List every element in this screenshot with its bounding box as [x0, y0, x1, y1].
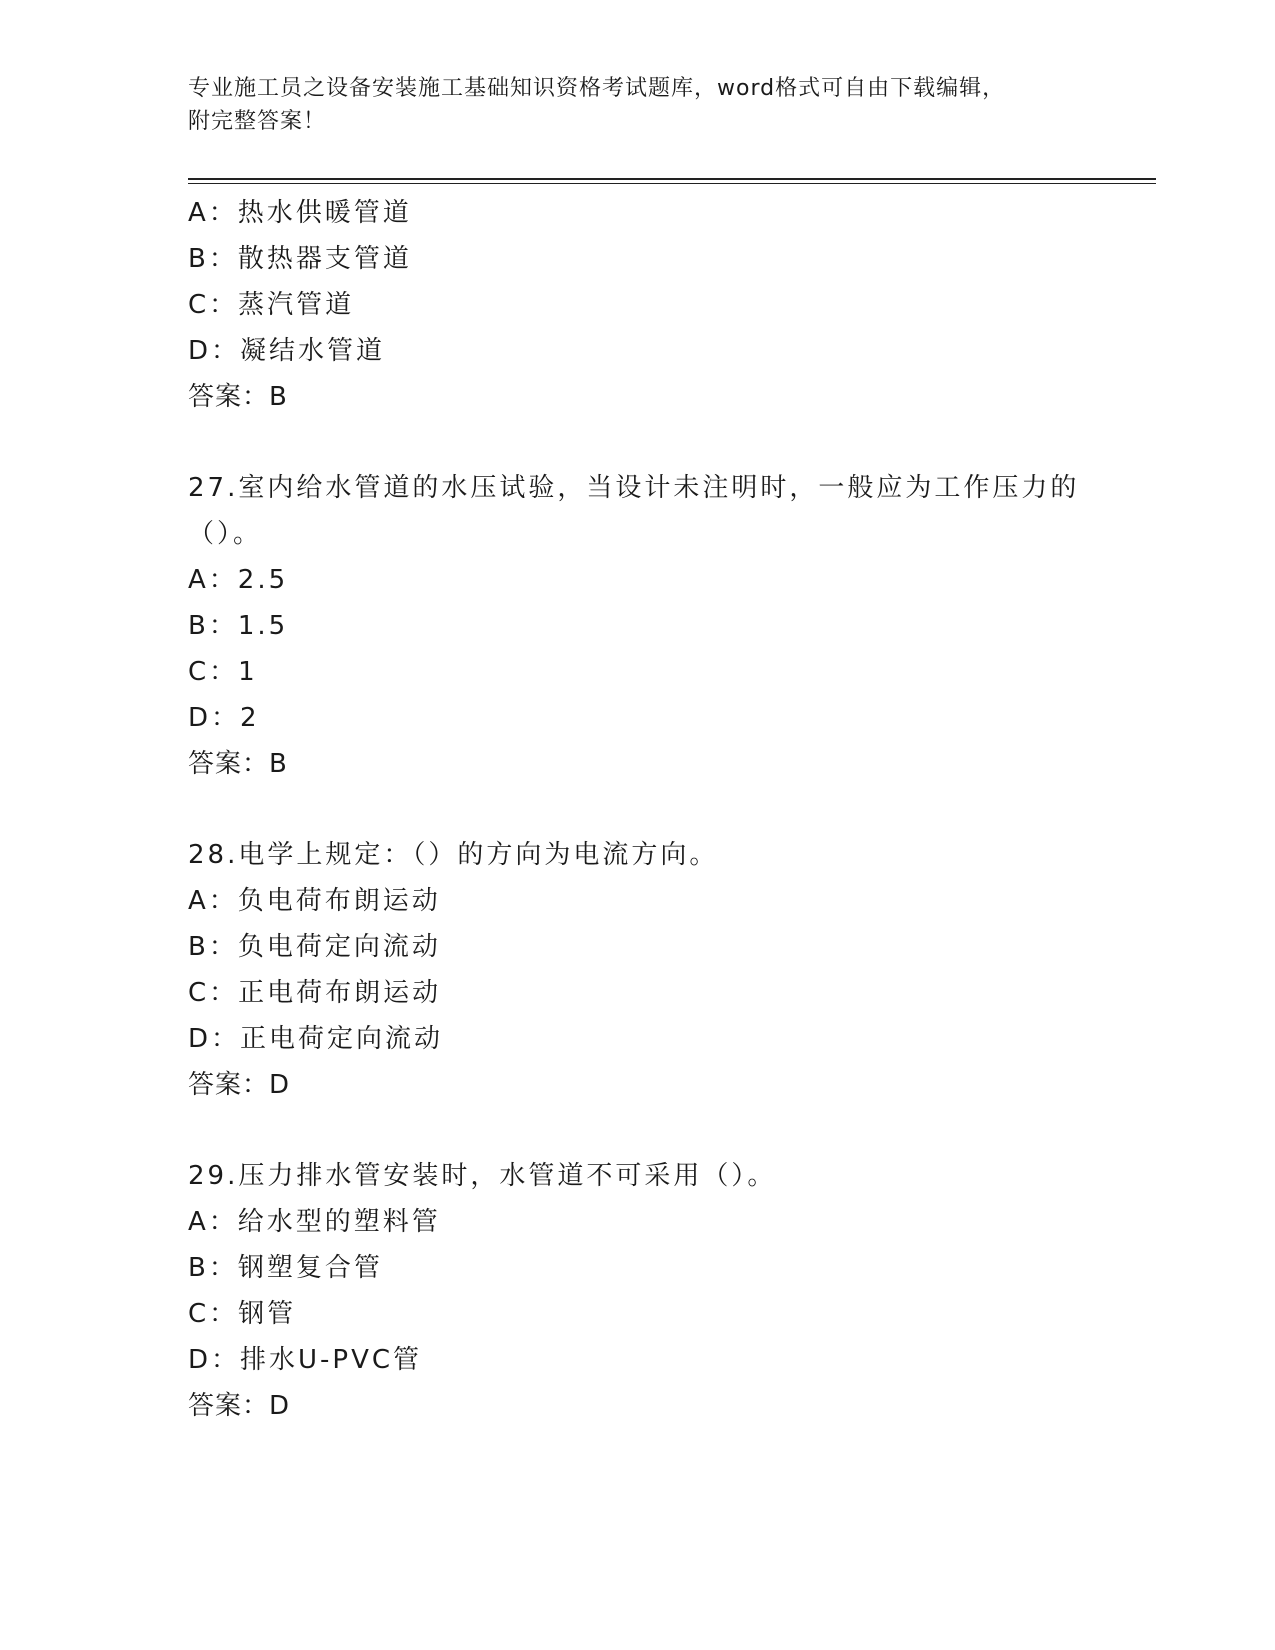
q29-option-b: B：钢塑复合管	[188, 1253, 383, 1283]
q29-answer: 答案：D	[188, 1391, 291, 1421]
q29-stem: 29.压力排水管安装时，水管道不可采用（）。	[188, 1161, 777, 1191]
q28-option-d: D：正电荷定向流动	[188, 1024, 444, 1054]
header-line-2: 附完整答案！	[188, 109, 327, 134]
document-header	[188, 72, 1088, 138]
q28-option-a: A：负电荷布朗运动	[188, 886, 441, 916]
q29-option-c: C：钢管	[188, 1299, 297, 1329]
question-27-block	[188, 465, 1088, 787]
q27-option-c: C：1	[188, 657, 258, 687]
q26-option-c: C：蒸汽管道	[188, 290, 355, 320]
q28-answer: 答案：D	[188, 1070, 291, 1100]
q26-option-a: A：热水供暖管道	[188, 198, 412, 228]
q27-option-d: D：2	[188, 703, 260, 733]
q28-option-c: C：正电荷布朗运动	[188, 978, 442, 1008]
q26-option-b: B：散热器支管道	[188, 244, 412, 274]
header-line-1: 专业施工员之设备安装施工基础知识资格考试题库，word格式可自由下载编辑，	[188, 76, 1006, 101]
header-divider-thick	[188, 178, 1156, 180]
header-divider-thin	[188, 183, 1156, 184]
q26-option-d: D：凝结水管道	[188, 336, 386, 366]
q29-option-d: D：排水U-PVC管	[188, 1345, 423, 1375]
question-list	[188, 190, 1088, 1429]
q27-option-a: A：2.5	[188, 565, 289, 595]
question-28-block	[188, 832, 1088, 1108]
question-29-block	[188, 1153, 1088, 1429]
q27-stem-line-2: （）。	[188, 519, 263, 549]
q27-stem-line-1: 27.室内给水管道的水压试验，当设计未注明时，一般应为工作压力的	[188, 473, 1080, 503]
spacer	[188, 1108, 1088, 1153]
spacer	[188, 787, 1088, 832]
q28-option-b: B：负电荷定向流动	[188, 932, 441, 962]
spacer	[188, 420, 1088, 465]
q26-answer: 答案：B	[188, 382, 288, 412]
q28-stem: 28.电学上规定：（）的方向为电流方向。	[188, 840, 719, 870]
q29-option-a: A：给水型的塑料管	[188, 1207, 441, 1237]
q27-option-b: B：1.5	[188, 611, 289, 641]
question-26-block	[188, 190, 1088, 420]
q27-answer: 答案：B	[188, 749, 288, 779]
